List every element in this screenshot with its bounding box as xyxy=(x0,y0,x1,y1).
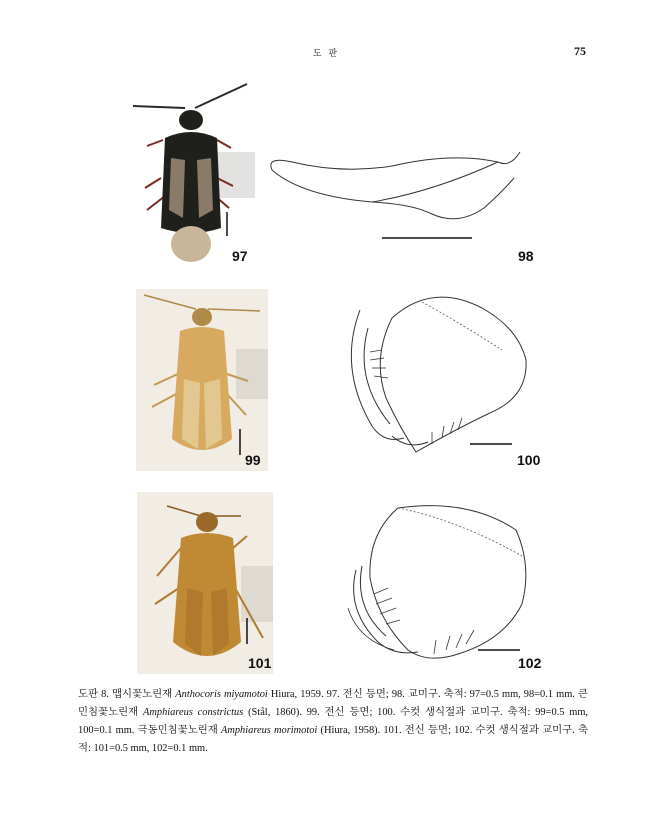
figure-102-drawing xyxy=(338,500,540,672)
species-name-1: Anthocoris miyamotoi xyxy=(175,689,268,700)
figure-101-photo xyxy=(137,492,273,674)
figure-100-label: 100 xyxy=(517,452,541,468)
page-number: 75 xyxy=(574,44,586,58)
caption-text-4: (Hiura, 1958). 101. 전신 등면; 102. 수컷 생식절과 교미구. 축적: 101=0.5 mm, 102=0.1 mm. xyxy=(78,725,588,754)
figure-99-label: 99 xyxy=(245,452,261,468)
figure-101-label: 101 xyxy=(248,655,272,671)
species-name-2: Amphiareus constrictus xyxy=(143,707,244,718)
figure-102-label: 102 xyxy=(518,655,542,671)
running-title: 도 판 xyxy=(312,49,340,59)
caption-text-3: (Stål, 1860). 99. 전신 등면; 100. 수컷 생식절과 교미구. 축적: 99=0.5 mm, 100=0.1 mm. 극동민침꽃노린재 xyxy=(78,707,588,736)
figure-97-label: 97 xyxy=(232,248,248,264)
plate-caption xyxy=(78,686,588,758)
figure-99-photo xyxy=(136,289,268,471)
species-name-3: Amphiareus morimotoi xyxy=(221,725,318,736)
figure-98-label: 98 xyxy=(518,248,534,264)
figure-98-drawing xyxy=(262,148,532,248)
figure-100-drawing xyxy=(332,288,541,468)
caption-text-1: 도판 8. 맵시꽃노린재 xyxy=(78,689,176,700)
caption-text-2: Hiura, 1959. 97. 전신 등면; 98. 교미구. 축적: 97=0.5 mm, 98=0.1 mm. 큰민침꽃노린재 xyxy=(78,689,588,718)
figure-97-photo xyxy=(125,78,255,268)
